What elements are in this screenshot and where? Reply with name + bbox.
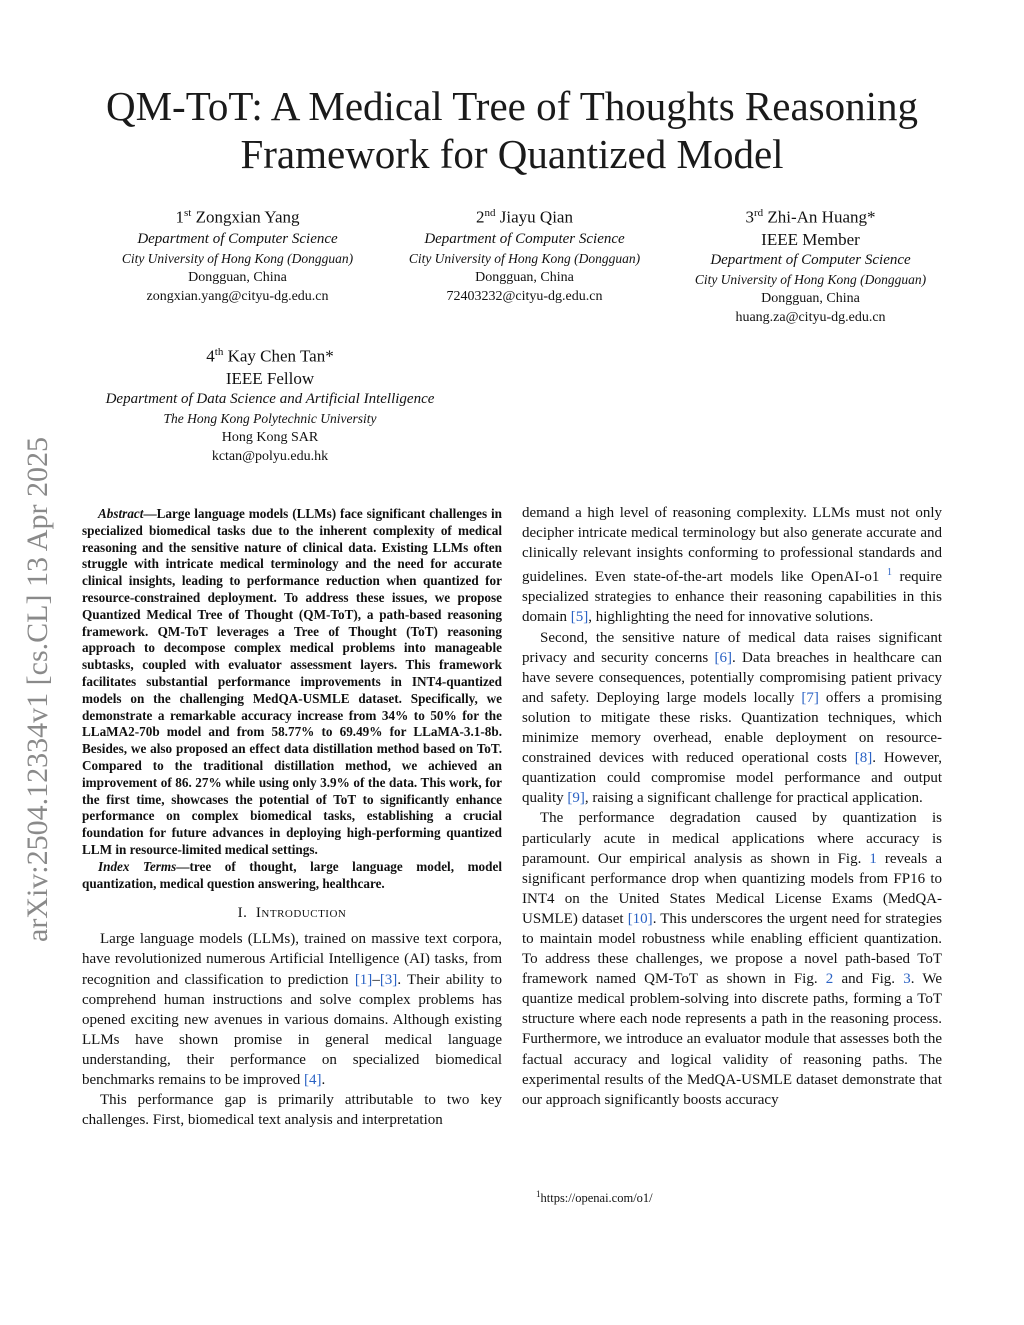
citation-link[interactable]: [5]	[570, 609, 589, 626]
author-city: Dongguan, China	[188, 269, 287, 285]
author-dept: Department of Data Science and Artificial Intelligence	[105, 390, 435, 407]
author-email: huang.za@cityu-dg.edu.cn	[735, 309, 886, 325]
citation-link[interactable]: [7]	[801, 689, 819, 706]
right-column	[522, 503, 942, 1110]
intro-paragraph-2: This performance gap is primarily attributable to two key challenges. First, biomedical text analysis and interpretation	[82, 1092, 502, 1129]
abstract-body: —Large language models (LLMs) face significant challenges in specialized biomedical tasks due to the inherent complexity of medical reasoning and the sensitive nature of clinical data. Existing LLMs often struggle with intricate medical terminology and the need for accurate clinical insights, leading to performance reduction when quantized for resource-constrained deployment. To address these issues, we propose Quantized Medical Tree of Thought (QM-ToT), a path-based reasoning framework. QM-ToT leverages a Tree of Thought (ToT) reasoning approach to decompose complex medical problems into manageable subtasks, coupled with evaluator assessment layers. This framework facilitates substantial performance improvements in INT4-quantized models on the challenging MedQA-USMLE dataset. Specifically, we demonstrate a remarkable accuracy increase from 34% to 50% for the LLaMA2-70b model and from 58.77% to 69.49% for LLaMA-3.1-8b. Besides, we also proposed an effect data distillation method based on ToT. Compared to the traditional distillation method, we achieved an improvement of 86. 27% while using only 3.9% of the data. This work, for the first time, showcases the potential of ToT to significantly enhance performance on complex biomedical tasks, establishing a crucial foundation for future advances in deploying high-performing quantized LLM in resource-limited medical settings.	[82, 506, 502, 857]
left-column	[82, 506, 502, 1130]
right-paragraph-2: Second, the sensitive nature of medical data raises significant privacy and security concerns [6]. Data breaches in healthcare can have severe consequences, potentially compromising patient privacy and safety. Deploying large models locally [7] offers a promising solution to mitigate these risks. Quantization techniques, which minimize memory overhead, enable deployment on resource-constrained devices with reduced operational costs [8]. However, quantization could compromise model performance and output quality [9], raising a significant challenge for practical application.	[522, 629, 942, 807]
title-line-1: QM-ToT: A Medical Tree of Thoughts Reasoning	[105, 83, 918, 129]
author-dept: Department of Computer Science	[424, 230, 625, 247]
figure-link[interactable]: 3	[903, 971, 911, 988]
author-block-1	[95, 202, 380, 306]
footnote-number: 1	[536, 1189, 541, 1199]
citation-link[interactable]: [10]	[627, 910, 653, 927]
author-email: zongxian.yang@cityu-dg.edu.cn	[146, 288, 329, 304]
author-dept: Department of Computer Science	[137, 230, 338, 247]
citation-link[interactable]: [4]	[304, 1071, 322, 1088]
section-heading-introduction: I. Introduction	[237, 905, 347, 922]
right-paragraph-1: demand a high level of reasoning complexity. LLMs must not only decipher intricate medical terminology but also generate accurate and clinically relevant insights conforming to professional standards and guidelines. Even state-of-the-art models like OpenAI-o1 $^1$ require specialized strategies to enhance their reasoning capabilities in this domain [5], highlighting the need for innovative solutions.	[522, 505, 942, 626]
author-city: Dongguan, China	[761, 290, 860, 306]
author-email: 72403232@cityu-dg.edu.cn	[446, 288, 603, 304]
citation-link[interactable]: [1]	[354, 971, 373, 988]
footnote-ref[interactable]: 1	[886, 567, 892, 579]
author-city: Hong Kong SAR	[221, 429, 319, 445]
author-block-3	[668, 202, 953, 327]
intro-paragraph-1: Large language models (LLMs), trained on massive text corpora, have revolutionized numerous Artificial Intelligence (AI) tasks, from recognition and classification to prediction [1]–[3]. Their ability to comprehend human instructions and solve complex problems has opened exciting new avenues in various domains. Although existing LLMs have shown promise in general medical language understanding, their performance on specialized biomedical benchmarks remains to be improved [4].	[82, 931, 502, 1088]
author-name: 2nd Jiayu Qian	[476, 207, 573, 227]
author-block-4	[75, 341, 465, 466]
citation-link[interactable]: [8]	[854, 750, 873, 767]
index-terms-body: —tree of thought, large language model, model quantization, medical question answering, healthcare.	[82, 858, 502, 891]
paper-title	[60, 82, 964, 178]
author-inst: City University of Hong Kong (Dongguan)	[408, 250, 641, 266]
arxiv-stamp: arXiv:2504.12334v1 [cs.CL] 13 Apr 2025	[21, 437, 54, 942]
author-block-2	[382, 202, 667, 306]
intro-text	[82, 929, 502, 1130]
author-inst: City University of Hong Kong (Dongguan)	[694, 271, 927, 287]
author-inst: City University of Hong Kong (Dongguan)	[121, 250, 354, 266]
figure-link[interactable]: 2	[825, 971, 834, 988]
author-name: 3rd Zhi-An Huang*	[745, 207, 876, 227]
citation-link[interactable]: [3]	[379, 971, 398, 988]
author-dept: Department of Computer Science	[710, 251, 911, 268]
author-role: IEEE Fellow	[225, 368, 315, 388]
abstract	[82, 506, 502, 892]
author-name: 4th Kay Chen Tan*	[206, 346, 334, 366]
author-role: IEEE Member	[761, 229, 860, 249]
author-inst: The Hong Kong Polytechnic University	[163, 410, 377, 426]
footnote-url[interactable]: https://openai.com/o1/	[540, 1191, 653, 1206]
index-terms-label: Index Terms	[98, 858, 177, 874]
figure-link[interactable]: 1	[869, 850, 877, 867]
footnote	[536, 1186, 936, 1206]
citation-link[interactable]: [6]	[714, 649, 733, 666]
author-city: Dongguan, China	[475, 269, 574, 285]
abstract-label: Abstract	[98, 506, 144, 521]
author-email: kctan@polyu.edu.hk	[211, 448, 329, 464]
author-name: 1st Zongxian Yang	[175, 207, 300, 227]
right-paragraph-3: The performance degradation caused by quantization is particularly acute in medical applications where accuracy is paramount. Our empirical analysis as shown in Fig. 1 reveals a significant performance drop when quantizing models from FP16 to INT4 on the United States Medical License Exams (MedQA-USMLE) dataset [10]. This underscores the urgent need for strategies to maintain model robustness while enabling efficient quantization. To address these challenges, we propose a novel path-based ToT framework named QM-ToT as shown in Fig. 2 and Fig. 3. We quantize medical problem-solving into discrete paths, forming a ToT structure where each node represents a path in the reasoning process. Furthermore, we introduce an evaluator module that assesses both the factual accuracy and logical validity of reasoning paths. The experimental results of the MedQA-USMLE dataset demonstrate that our approach significantly boosts accuracy	[522, 810, 943, 1108]
title-line-2: Framework for Quantized Model	[240, 131, 784, 177]
citation-link[interactable]: [9]	[567, 790, 585, 807]
